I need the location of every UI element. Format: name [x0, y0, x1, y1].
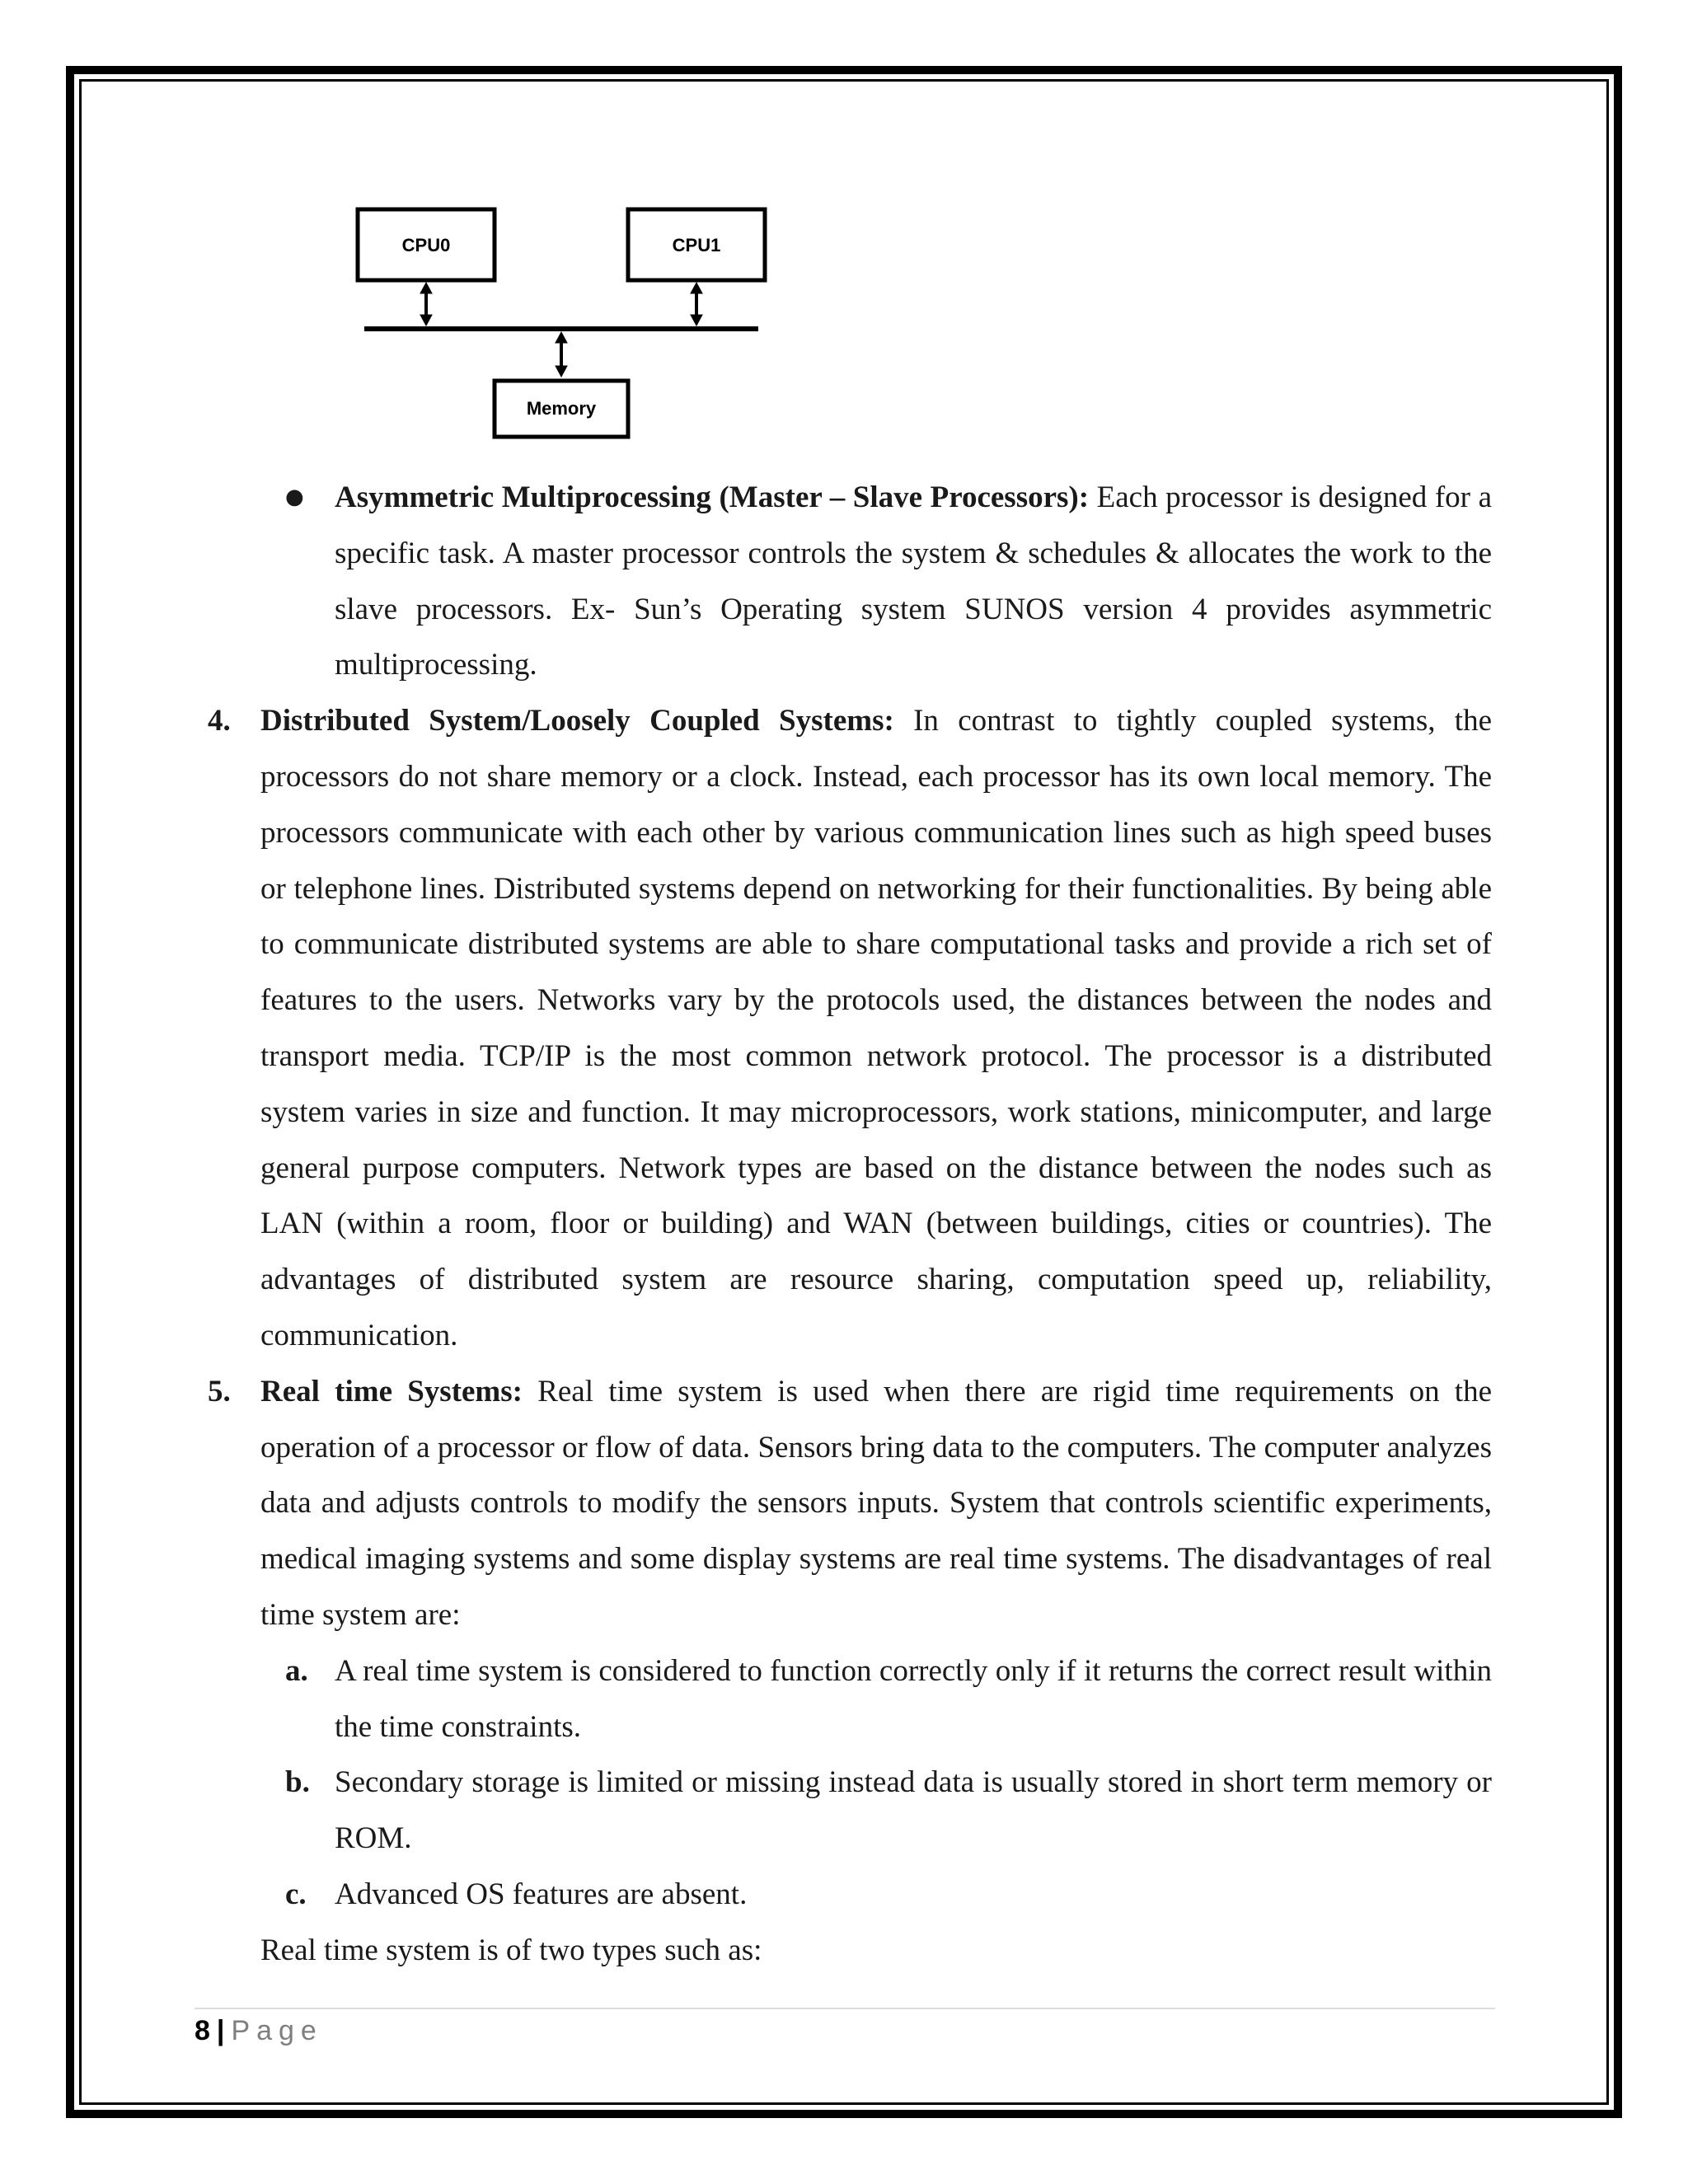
- page-footer: [195, 2011, 323, 2050]
- cpu1-box: [628, 209, 765, 280]
- document-body: [208, 470, 1493, 1979]
- memory-box: [495, 381, 628, 437]
- sub-label: c.: [285, 1877, 307, 1911]
- sub-text: Advanced OS features are absent.: [335, 1877, 748, 1911]
- multiprocessor-diagram: [346, 198, 775, 453]
- item4-lead: Distributed System/Loosely Coupled Systems:: [260, 704, 894, 738]
- list-number: 4.: [208, 704, 231, 738]
- sub-text: A real time system is considered to function correctly only if it returns the correct result within the time constraints.: [335, 1653, 1492, 1744]
- sub-item-b: [260, 1755, 1492, 1867]
- item5-lead: Real time Systems:: [260, 1374, 523, 1408]
- sub-item-c: [260, 1867, 1492, 1923]
- closing-line: Real time system is of two types such as:: [260, 1933, 762, 1967]
- sub-label: b.: [285, 1765, 310, 1800]
- sub-text: Secondary storage is limited or missing instead data is usually stored in short term memory or ROM.: [335, 1765, 1492, 1856]
- page-number: 8: [195, 2015, 210, 2046]
- page-word: Page: [231, 2015, 323, 2046]
- bullet-dot: ●: [285, 485, 304, 509]
- list-number: 5.: [208, 1374, 231, 1408]
- bullet-text: Each processor is designed for a specific task. A master processor controls the system & schedules & allocates the work to the slave processors. Ex- Sun’s Operating system SUNOS version 4 provides asymmetric multiprocessing.: [335, 480, 1492, 682]
- list-item-4: [208, 693, 1492, 1364]
- sub-item-a: [260, 1643, 1492, 1755]
- cpu1-label: CPU1: [672, 235, 721, 255]
- footer-separator: |: [216, 2015, 225, 2046]
- memory-label: Memory: [526, 398, 597, 419]
- cpu0-label: CPU0: [401, 235, 451, 255]
- bullet-asymmetric-multiprocessing: [260, 470, 1492, 693]
- bullet-lead: Asymmetric Multiprocessing (Master – Slave Processors):: [335, 480, 1090, 514]
- item4-text: In contrast to tightly coupled systems, the processors do not share memory or a clock. Instead, each processor has its own local memory. The processors communicate with each other by various communication lines such as high speed buses or telephone lines. Distributed systems depend on networking for their functionalities. By being able to communicate distributed systems are able to share computational tasks and provide a rich set of features to the users. Networks vary by the protocols used, the distances between the nodes and transport media. TCP/IP is the most common network protocol. The processor is a distributed system varies in size and function. It may microprocessors, work stations, minicomputer, and large general purpose computers. Network types are based on the distance between the nodes such as LAN (within a room, floor or building) and WAN (between buildings, cities or countries). The advantages of distributed system are resource sharing, computation speed up, reliability, communication.: [260, 704, 1492, 1352]
- item5-text: Real time system is used when there are rigid time requirements on the operation of a processor or flow of data. Sensors bring data to the computers. The computer analyzes data and adjusts controls to modify the sensors inputs. System that controls scientific experiments, medical imaging systems and some display systems are real time systems. The disadvantages of real time system are:: [260, 1374, 1493, 1632]
- list-item-5: [208, 1364, 1493, 1643]
- footer-divider: [195, 2008, 1495, 2009]
- sub-label: a.: [285, 1653, 308, 1688]
- cpu0-box: [358, 209, 495, 280]
